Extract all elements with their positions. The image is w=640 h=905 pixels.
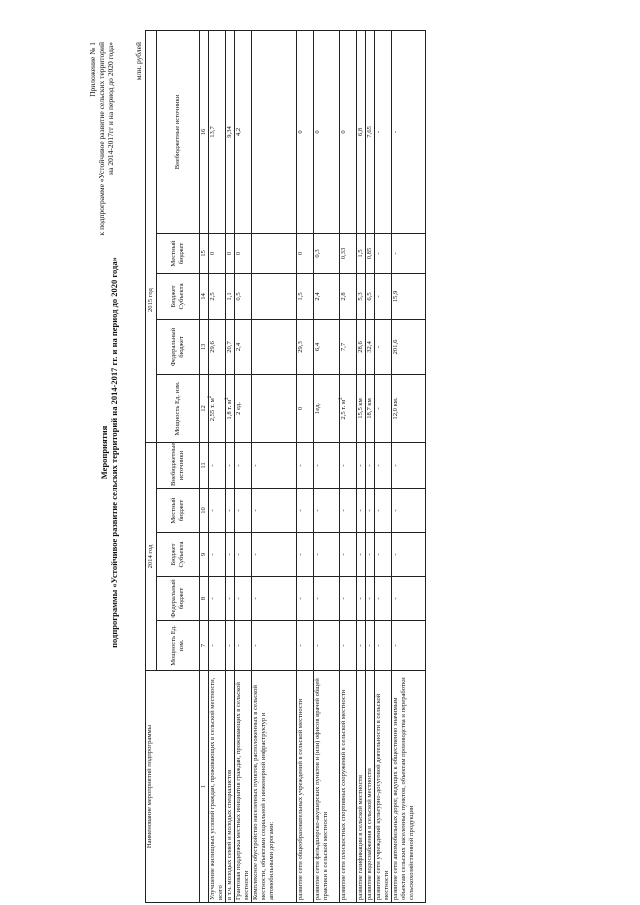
- column-number: 1: [200, 671, 209, 903]
- cell-2014: -: [209, 489, 226, 533]
- heading-subtitle: подпрограммы «Устойчивое развитие сельских территорий на 2014-2017 гг. и на период до 2020 года»: [109, 257, 119, 648]
- capacity-value: 1ед.: [314, 402, 321, 415]
- cell-2015: 7,65: [366, 30, 375, 233]
- capacity-2015: [226, 374, 235, 442]
- table-body: [209, 30, 426, 902]
- column-number: 15: [200, 233, 209, 273]
- cell-2015: 6,4: [314, 319, 340, 374]
- cell-2014: -: [235, 442, 252, 488]
- cell-2014: -: [375, 533, 392, 577]
- header-name-column: Наименование мероприятий подпрограммы: [146, 671, 200, 903]
- cell-2014: -: [226, 442, 235, 488]
- table-row: [340, 30, 357, 902]
- cell-2015: 28,6: [357, 319, 366, 374]
- cell-2014: -: [252, 442, 297, 488]
- capacity-2015: [314, 374, 340, 442]
- cell-2014: -: [314, 621, 340, 671]
- cell-2014: -: [392, 621, 426, 671]
- cell-2015: 6,5: [366, 273, 375, 319]
- cell-2014: -: [392, 577, 426, 621]
- cell-2014: -: [209, 442, 226, 488]
- capacity-value: 1,8 т. м: [226, 399, 233, 420]
- cell-2014: -: [235, 489, 252, 533]
- capacity-2015: [209, 374, 226, 442]
- capacity-unit-power: 2: [224, 397, 230, 400]
- column-number: 7: [200, 621, 209, 671]
- cell-2015: 9,34: [226, 30, 235, 233]
- cell-2014: -: [375, 621, 392, 671]
- table-row: [357, 30, 366, 902]
- cell-2014: -: [375, 442, 392, 488]
- column-number: 11: [200, 442, 209, 488]
- document-heading: [99, 0, 119, 905]
- capacity-value: 2,5 т. м: [340, 399, 347, 420]
- measure-name: развитие сети общеобразовательных учреждений в сельской местности: [297, 671, 314, 903]
- cell-2015: [252, 30, 297, 233]
- cell-2014: -: [297, 442, 314, 488]
- cell-2015: 0: [297, 233, 314, 273]
- cell-2014: -: [226, 533, 235, 577]
- cell-2015: 2,5: [209, 273, 226, 319]
- cell-2014: -: [235, 621, 252, 671]
- capacity-value: -: [375, 407, 382, 410]
- cell-2014: -: [340, 442, 357, 488]
- capacity-value: 15,5 км: [357, 398, 364, 419]
- cell-2015: -: [375, 233, 392, 273]
- table-row: [297, 30, 314, 902]
- column-number: 12: [200, 374, 209, 442]
- cell-2014: -: [297, 489, 314, 533]
- cell-2014: -: [340, 533, 357, 577]
- capacity-value: 0: [297, 406, 304, 411]
- cell-2014: -: [252, 621, 297, 671]
- table-row: [392, 30, 426, 902]
- column-number: 14: [200, 273, 209, 319]
- cell-2014: -: [314, 442, 340, 488]
- cell-2015: 2,4: [235, 319, 252, 374]
- cell-2014: -: [314, 489, 340, 533]
- cell-2015: 4,2: [235, 30, 252, 233]
- cell-2015: [252, 233, 297, 273]
- heading-title: Мероприятия: [99, 425, 109, 480]
- cell-2014: -: [297, 621, 314, 671]
- table-row: [314, 30, 340, 902]
- table-row: [209, 30, 226, 902]
- cell-2014: -: [366, 621, 375, 671]
- table-row: [252, 30, 297, 902]
- cell-2015: 0: [226, 233, 235, 273]
- column-number: 16: [200, 30, 209, 233]
- measure-name: развитие сети учреждений культурно-досуговой деятельности в сельской местности: [375, 671, 392, 903]
- cell-2014: -: [226, 621, 235, 671]
- cell-2014: -: [366, 442, 375, 488]
- cell-2014: -: [314, 533, 340, 577]
- cell-2014: -: [209, 533, 226, 577]
- cell-2015: 20,7: [226, 319, 235, 374]
- cell-2015: 2,8: [340, 273, 357, 319]
- cell-2014: -: [366, 577, 375, 621]
- cell-2015: 0: [340, 30, 357, 233]
- table-row: [375, 30, 392, 902]
- cell-2014: -: [357, 489, 366, 533]
- header-capacity-2015: Мощность Ед. изм.: [157, 374, 200, 442]
- measures-table: [145, 30, 426, 903]
- column-number: 10: [200, 489, 209, 533]
- cell-2014: -: [209, 577, 226, 621]
- capacity-value: 2,55 т. м: [209, 398, 216, 422]
- cell-2014: -: [392, 442, 426, 488]
- header-capacity-2014: Мощность Ед. изм.: [157, 621, 200, 671]
- cell-2014: -: [366, 489, 375, 533]
- cell-2015: 0: [209, 233, 226, 273]
- cell-2015: 6,8: [357, 30, 366, 233]
- measure-name: Улучшение жилищных условий граждан, проживающих в сельской местности, всего: [209, 671, 226, 903]
- cell-2014: -: [375, 489, 392, 533]
- cell-2015: 201,6: [392, 319, 426, 374]
- table-row: [366, 30, 375, 902]
- cell-2014: -: [392, 489, 426, 533]
- cell-2014: -: [340, 489, 357, 533]
- cell-2014: -: [357, 533, 366, 577]
- measure-name: Грантовая поддержка местных инициатив граждан, проживающих в сельской местности: [235, 671, 252, 903]
- cell-2014: -: [375, 577, 392, 621]
- measure-name: развитие газификации в сельской местности: [357, 671, 366, 903]
- header-federal-2015: Федеральный бюджет: [157, 319, 200, 374]
- cell-2015: -: [375, 319, 392, 374]
- cell-2014: -: [392, 533, 426, 577]
- cell-2015: -: [375, 30, 392, 233]
- cell-2014: -: [357, 621, 366, 671]
- capacity-2015: [392, 374, 426, 442]
- cell-2015: 0,3: [314, 233, 340, 273]
- cell-2015: 2,4: [314, 273, 340, 319]
- cell-2014: -: [226, 577, 235, 621]
- header-subject-2015: Бюджет Субъекта: [157, 273, 200, 319]
- column-number: 8: [200, 577, 209, 621]
- header-local-2015: Местный бюджет: [157, 233, 200, 273]
- cell-2015: 29,6: [209, 319, 226, 374]
- cell-2015: -: [375, 273, 392, 319]
- measure-name: развитие сети автомобильных дорог, ведущих к общественно значимым объектам сельских населенных пунктов, объектам производства и переработки сельскохозяйственной продукции: [392, 671, 426, 903]
- header-local-2014: Местный бюджет: [157, 489, 200, 533]
- cell-2015: 7,7: [340, 319, 357, 374]
- cell-2014: -: [235, 577, 252, 621]
- cell-2015: 32,4: [366, 319, 375, 374]
- header-subject-2014: Бюджет Субъекта: [157, 533, 200, 577]
- appendix-line-2: к подпрограмме «Устойчивое развитие сельских территорий: [97, 42, 106, 236]
- cell-2014: -: [357, 577, 366, 621]
- cell-2015: -: [392, 233, 426, 273]
- cell-2015: 0: [297, 30, 314, 233]
- capacity-value: 2 ед.: [235, 402, 242, 415]
- table-row: [226, 30, 235, 902]
- cell-2014: -: [297, 533, 314, 577]
- cell-2014: -: [226, 489, 235, 533]
- cell-2014: -: [314, 577, 340, 621]
- column-number: 9: [200, 533, 209, 577]
- cell-2015: 0,5: [235, 273, 252, 319]
- header-offbudget-2014: Внебюджетные источники: [157, 442, 200, 488]
- unit-label: млн. рублей: [134, 42, 143, 81]
- capacity-2015: [375, 374, 392, 442]
- cell-2014: -: [252, 533, 297, 577]
- measure-name: развитие водоснабжения в сельской местности: [366, 671, 375, 903]
- cell-2014: -: [340, 621, 357, 671]
- cell-2015: [252, 319, 297, 374]
- measure-name: в т.ч. молодых семей и молодых специалистов: [226, 671, 235, 903]
- column-number: 13: [200, 319, 209, 374]
- cell-2014: -: [340, 577, 357, 621]
- capacity-2015: [252, 374, 297, 442]
- appendix-line-1: Приложение № 1: [88, 42, 97, 97]
- cell-2014: -: [357, 442, 366, 488]
- cell-2014: -: [235, 533, 252, 577]
- cell-2015: 1,5: [297, 273, 314, 319]
- header-offbudget-2015: Внебюджетные источники: [157, 30, 200, 233]
- capacity-unit-power: 2: [338, 397, 344, 400]
- cell-2014: -: [209, 621, 226, 671]
- cell-2015: 0: [314, 30, 340, 233]
- capacity-2015: [297, 374, 314, 442]
- header-year-2014: 2014 год: [146, 442, 157, 670]
- capacity-value: 18,7 км: [366, 398, 373, 419]
- cell-2014: -: [252, 489, 297, 533]
- cell-2014: -: [297, 577, 314, 621]
- cell-2015: [252, 273, 297, 319]
- measure-name: развитие сети плоскостных спортивных сооружений в сельской местности: [340, 671, 357, 903]
- header-federal-2014: Федеральный бюджет: [157, 577, 200, 621]
- cell-2015: 5,3: [357, 273, 366, 319]
- capacity-2015: [340, 374, 357, 442]
- table-row: [235, 30, 252, 902]
- cell-2015: 0,85: [366, 233, 375, 273]
- measure-name: Комплексное обустройство населенных пунктов, расположенных в сельской местности, объектами социальной и инженерной инфраструктур и автомобильными дорогами:: [252, 671, 297, 903]
- capacity-2015: [357, 374, 366, 442]
- header-year-2015: 2015 год: [146, 30, 157, 442]
- capacity-value: 12,0 км.: [392, 397, 399, 420]
- cell-2015: 13,7: [209, 30, 226, 233]
- cell-2014: -: [366, 533, 375, 577]
- capacity-2015: [235, 374, 252, 442]
- appendix-line-3: на 2014-2017гг и на период до 2020 года»: [106, 42, 115, 175]
- cell-2014: -: [252, 577, 297, 621]
- cell-2015: 1,1: [226, 273, 235, 319]
- cell-2015: 29,3: [297, 319, 314, 374]
- cell-2015: 0: [235, 233, 252, 273]
- cell-2015: 0,33: [340, 233, 357, 273]
- cell-2015: 15,9: [392, 273, 426, 319]
- cell-2015: 1,5: [357, 233, 366, 273]
- capacity-2015: [366, 374, 375, 442]
- measure-name: развитие сети фельдшерско-акушерских пунктов и (или) офисов врачей общей практики в сельской местности: [314, 671, 340, 903]
- capacity-unit-power: 2: [207, 395, 213, 399]
- column-number-row: [200, 30, 209, 902]
- cell-2015: -: [392, 30, 426, 233]
